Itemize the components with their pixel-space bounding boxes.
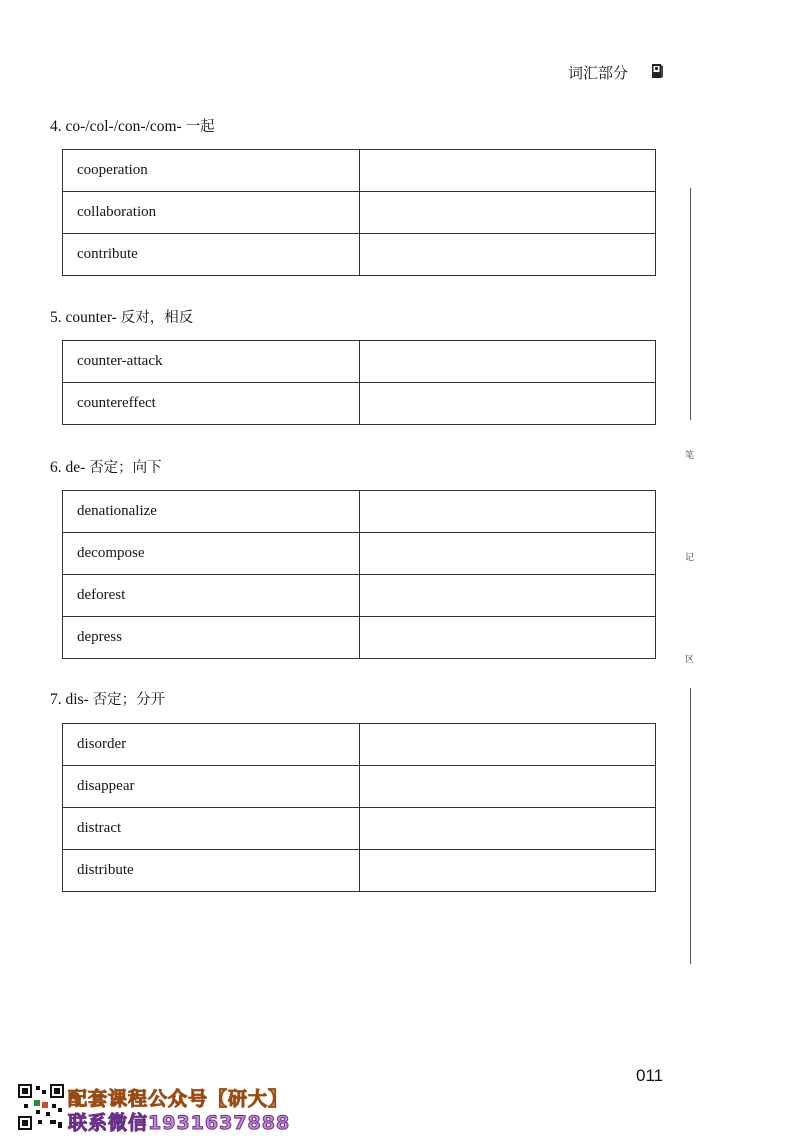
word-cell: distribute xyxy=(63,850,360,892)
section-number: 5. xyxy=(50,309,62,326)
word-cell: contribute xyxy=(63,234,360,276)
table-row xyxy=(63,533,656,575)
answer-cell[interactable] xyxy=(359,383,655,425)
notes-margin-char: 区 xyxy=(685,655,695,665)
answer-cell[interactable] xyxy=(359,192,655,234)
table-row xyxy=(63,617,656,659)
notes-margin-line-top xyxy=(690,188,691,420)
table-row xyxy=(63,766,656,808)
word-cell: distract xyxy=(63,808,360,850)
word-cell: decompose xyxy=(63,533,360,575)
answer-cell[interactable] xyxy=(359,234,655,276)
section-prefix: counter- xyxy=(65,309,117,326)
answer-cell[interactable] xyxy=(359,533,655,575)
answer-cell[interactable] xyxy=(359,724,655,766)
table-row xyxy=(63,575,656,617)
vocab-table-4 xyxy=(62,149,656,276)
table-row xyxy=(63,724,656,766)
book-person-icon xyxy=(650,63,664,79)
promo-text-line-1: 配套课程公众号【研大】 xyxy=(68,1088,289,1110)
promo-text-line-2: 联系微信1931637888 xyxy=(68,1112,291,1134)
section-prefix: de- xyxy=(65,459,86,476)
table-row xyxy=(63,808,656,850)
vocab-table-5 xyxy=(62,340,656,425)
section-number: 6. xyxy=(50,459,62,476)
answer-cell[interactable] xyxy=(359,617,655,659)
table-row xyxy=(63,383,656,425)
answer-cell[interactable] xyxy=(359,808,655,850)
section-number: 7. xyxy=(50,691,62,708)
word-cell: denationalize xyxy=(63,491,360,533)
table-row xyxy=(63,850,656,892)
table-row xyxy=(63,234,656,276)
table-row xyxy=(63,192,656,234)
section-meaning: 否定；向下 xyxy=(89,460,162,476)
section-heading-6 xyxy=(50,456,162,477)
answer-cell[interactable] xyxy=(359,766,655,808)
qr-code-icon xyxy=(18,1084,64,1130)
page-number: 011 xyxy=(636,1066,664,1085)
notes-margin-char: 笔 xyxy=(685,451,695,461)
table-row xyxy=(63,150,656,192)
word-cell: collaboration xyxy=(63,192,360,234)
table-row xyxy=(63,341,656,383)
answer-cell[interactable] xyxy=(359,341,655,383)
section-meaning: 一起 xyxy=(185,119,215,135)
running-header-title: 词汇部分 xyxy=(568,64,629,82)
section-meaning: 否定；分开 xyxy=(92,692,166,708)
section-heading-7 xyxy=(50,688,165,709)
section-meaning: 反对，相反 xyxy=(120,310,194,326)
table-row xyxy=(63,491,656,533)
word-cell: counter-attack xyxy=(63,341,360,383)
section-heading-5 xyxy=(50,306,193,327)
answer-cell[interactable] xyxy=(359,491,655,533)
answer-cell[interactable] xyxy=(359,150,655,192)
section-prefix: co-/col-/con-/com- xyxy=(65,118,182,135)
section-prefix: dis- xyxy=(65,691,89,708)
answer-cell[interactable] xyxy=(359,850,655,892)
word-cell: disappear xyxy=(63,766,360,808)
word-cell: disorder xyxy=(63,724,360,766)
section-heading-4 xyxy=(50,115,215,136)
word-cell: deforest xyxy=(63,575,360,617)
word-cell: cooperation xyxy=(63,150,360,192)
answer-cell[interactable] xyxy=(359,575,655,617)
word-cell: countereffect xyxy=(63,383,360,425)
notes-margin-line-bottom xyxy=(690,688,691,964)
word-cell: depress xyxy=(63,617,360,659)
vocab-table-6 xyxy=(62,490,656,659)
section-number: 4. xyxy=(50,118,62,135)
vocab-table-7 xyxy=(62,723,656,892)
notes-margin-char: 记 xyxy=(685,553,695,563)
